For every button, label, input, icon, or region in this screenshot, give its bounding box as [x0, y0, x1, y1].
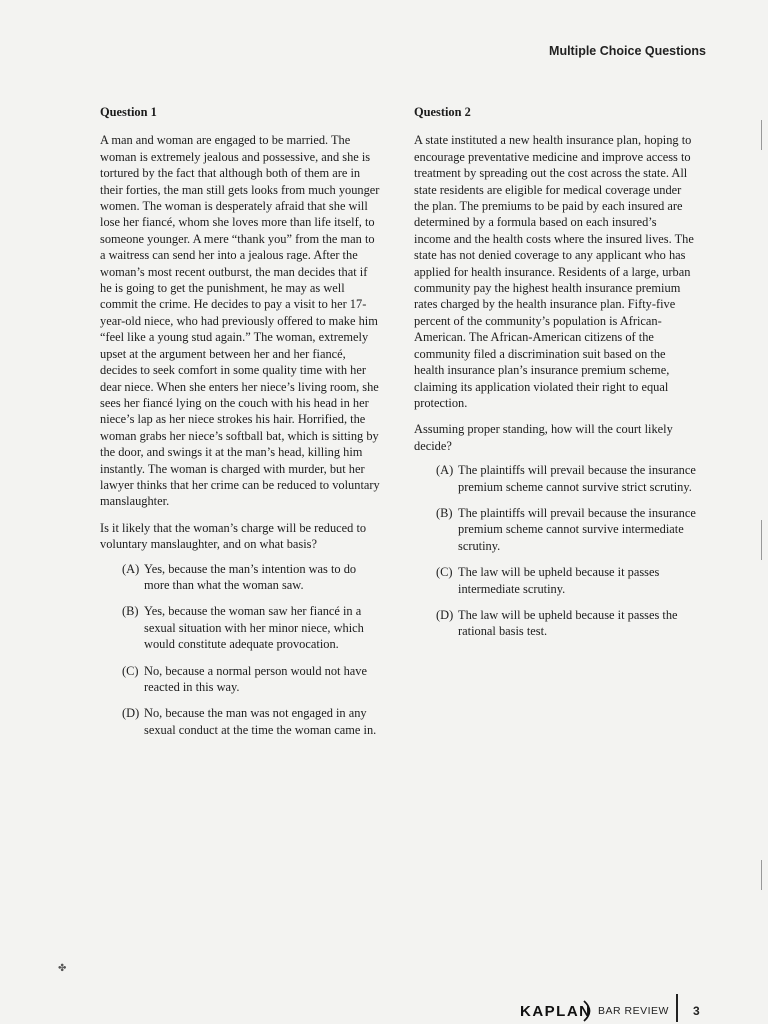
choice-letter: (C) [122, 663, 139, 678]
question-1-choice-d [122, 705, 382, 738]
question-1-choice-a [122, 561, 382, 594]
choice-text: Yes, because the man’s intention was to do more than what the woman saw. [144, 561, 357, 592]
question-1-column [100, 104, 382, 748]
page-footer [520, 1000, 710, 1024]
bar-review-label: BAR REVIEW [598, 1005, 669, 1017]
question-1-choice-b [122, 603, 382, 652]
kaplan-arc-icon [582, 1000, 596, 1022]
running-header: Multiple Choice Questions [549, 44, 706, 58]
choice-text: No, because a normal person would not have reacted in this way. [144, 663, 367, 694]
choice-letter: (A) [122, 561, 140, 576]
scan-edge-mark [761, 120, 762, 150]
choice-text: The plaintiffs will prevail because the insurance premium scheme cannot survive strict scrutiny. [458, 463, 696, 494]
kaplan-logo: KAPLAN [520, 1003, 592, 1020]
question-1-stem: Is it likely that the woman’s charge will be reduced to voluntary manslaughter, and on what basis? [100, 520, 367, 552]
question-1-choice-c [122, 663, 382, 696]
page-number: 3 [693, 1004, 700, 1018]
question-1-passage: A man and woman are engaged to be married. The woman is extremely jealous and possessive, and she is tortured by the fact that although both of them are in their forties, the man still gets looks from much younger women. The woman is desperately afraid that she will lose her fiancé, whom she loves more than life itself, to someone younger. A mere “thank you” from the man to a waitress can send her into a jealous rage. After the woman’s most recent outburst, the man decides that if he is going to get the punishment, he may as well commit the crime. He decides to pay a visit to her 17-year-old niece, who had previously offered to make him “feel like a young stud again.” The woman, extremely upset at the argument between her and her fiancé, decides to seek comfort in some quality time with her dear niece. When she enters her niece’s living room, she sees her fiancé lying on the couch with his head in her niece’s lap as her niece strokes his hair. Horrified, the woman grabs her niece’s softball bat, which is sitting by the door, and swings it at the man’s head, killing him instantly. The woman is charged with murder, but her lawyer thinks that her crime can be reduced to voluntary manslaughter. [100, 133, 380, 509]
stray-mark-icon: ✤ [58, 963, 67, 974]
choice-letter: (C) [436, 565, 453, 580]
choice-text: The plaintiffs will prevail because the insurance premium scheme cannot survive intermediate scrutiny. [458, 505, 696, 553]
choice-letter: (D) [122, 706, 140, 721]
question-2-choice-a [436, 462, 696, 495]
question-2-choice-b [436, 505, 696, 554]
scan-edge-mark [761, 520, 762, 560]
choice-text: The law will be upheld because it passes the rational basis test. [458, 607, 678, 639]
choice-text: The law will be upheld because it passes intermediate scrutiny. [458, 565, 660, 596]
question-2-title: Question 2 [414, 105, 471, 119]
choice-letter: (B) [436, 505, 453, 520]
choice-letter: (D) [436, 607, 454, 622]
scan-edge-mark [761, 860, 762, 890]
choice-letter: (A) [436, 463, 454, 478]
question-2-stem: Assuming proper standing, how will the court likely decide? [414, 422, 673, 453]
choice-text: Yes, because the woman saw her fiancé in a sexual situation with her minor niece, which would constitute adequate provocation. [144, 604, 364, 652]
choice-text: No, because the man was not engaged in any sexual conduct at the time the woman came in. [144, 706, 377, 737]
question-2-choice-c [436, 564, 696, 597]
question-1-title: Question 1 [100, 105, 157, 119]
question-2-column [414, 104, 696, 650]
choice-letter: (B) [122, 604, 139, 619]
question-2-choice-d [436, 607, 696, 640]
footer-divider [676, 994, 678, 1022]
question-2-passage: A state instituted a new health insurance plan, hoping to encourage preventative medicine and improve access to treatment by spreading out the cost across the state. All state residents are eligible for medical coverage under the plan. The premiums to be paid by each insured are determined by a formula based on each insured’s income and the health costs where the insured lives. The state has not denied coverage to any applicant who has applied for health insurance. Residents of a large, urban community pay the highest health insurance premium rates charged by the health insurance plan. Fifty-five percent of the community’s population is African-American. The African-American citizens of the community filed a discrimination suit based on the health insurance plan’s insurance premium scheme, claiming its application violated their right to equal protection. [414, 133, 694, 410]
